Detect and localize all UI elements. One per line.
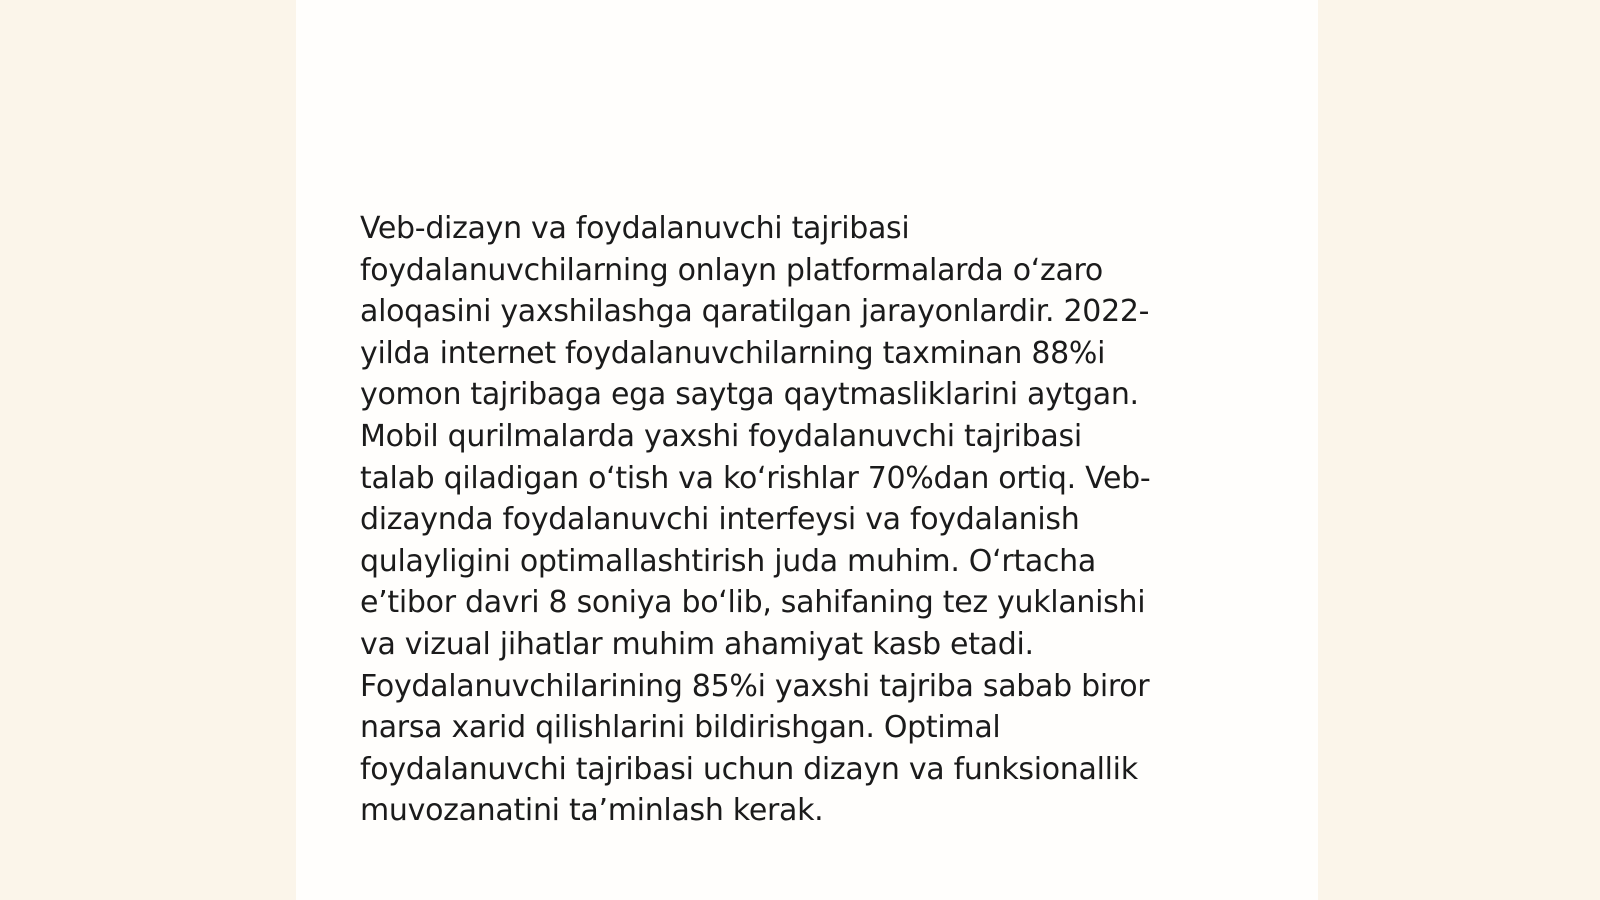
paragraph-line: yomon tajribaga ega saytga qaytmasliklarini aytgan.	[360, 377, 1139, 413]
paragraph-line: Foydalanuvchilarining 85%i yaxshi tajriba sabab biror	[360, 668, 1150, 704]
paragraph-line: yilda internet foydalanuvchilarning taxminan 88%i	[360, 335, 1106, 371]
paragraph-line: narsa xarid qilishlarini bildirishgan. Optimal	[360, 710, 1001, 746]
paragraph-line: aloqasini yaxshilashga qaratilgan jarayonlardir. 2022-	[360, 294, 1150, 330]
slide	[296, 0, 1318, 900]
paragraph-line: talab qiladigan o‘tish va ko‘rishlar 70%dan ortiq. Veb-	[360, 460, 1151, 496]
paragraph-line: foydalanuvchilarning onlayn platformalarda o‘zaro	[360, 252, 1103, 288]
paragraph-line: Mobil qurilmalarda yaxshi foydalanuvchi tajribasi	[360, 418, 1082, 454]
paragraph-line: Veb-dizayn va foydalanuvchi tajribasi	[360, 211, 910, 246]
paragraph-line: dizaynda foydalanuvchi interfeysi va foydalanish	[360, 502, 1080, 538]
paragraph-line: muvozanatini ta’minlash kerak.	[360, 793, 824, 829]
paragraph-line: qulayligini optimallashtirish juda muhim. O‘rtacha	[360, 543, 1096, 579]
paragraph-line: va vizual jihatlar muhim ahamiyat kasb etadi.	[360, 626, 1034, 662]
body-paragraph	[360, 208, 1260, 832]
paragraph-line: foydalanuvchi tajribasi uchun dizayn va funksionallik	[360, 751, 1138, 787]
paragraph-line: e’tibor davri 8 soniya bo‘lib, sahifaning tez yuklanishi	[360, 585, 1146, 621]
